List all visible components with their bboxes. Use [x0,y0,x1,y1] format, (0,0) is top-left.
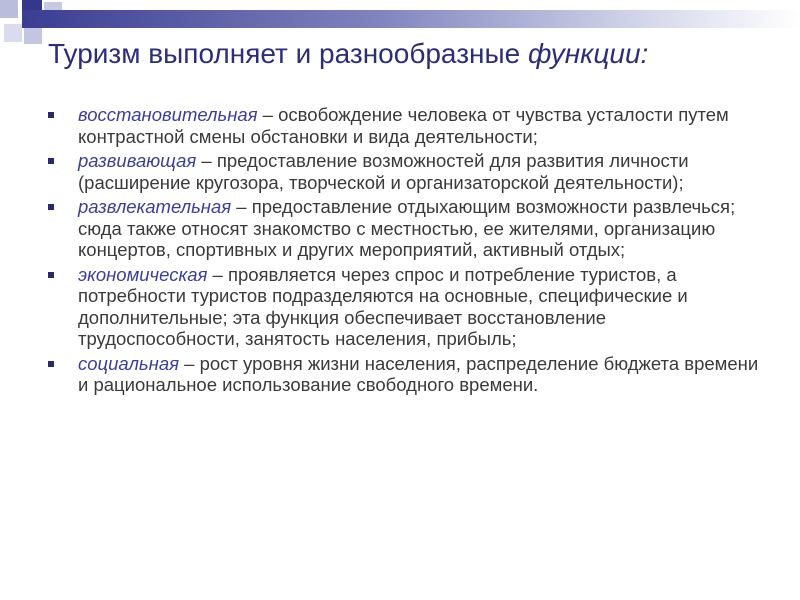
decor-square [24,26,42,44]
function-term: развивающая [78,150,197,171]
slide-title [48,38,648,70]
list-item [48,264,760,350]
bullet-square-icon [48,204,54,210]
decor-square [0,0,18,18]
title-emphasis: функции: [527,38,649,69]
function-description: – проявляется через спрос и потребление туристов, а потребности туристов подразделяются на основные, специфические и дополнительные; эта функция обеспечивает восстановление трудоспособности, занятость населения, прибыль; [78,263,688,349]
list-item [48,150,760,193]
functions-list [48,104,760,399]
bullet-square-icon [48,361,54,367]
function-term: социальная [78,352,180,374]
function-term: экономическая [78,263,208,285]
function-description: – освобождение человека от чувства усталости путем контрастной смены обстановки и вида деятельности; [78,104,729,147]
bullet-square-icon [48,158,54,164]
bullet-square-icon [48,272,54,278]
list-item [48,104,760,147]
decor-square [4,24,22,42]
list-item [48,196,760,261]
title-text: Туризм выполняет и разнообразные [48,38,528,69]
function-description: – предоставление отдыхающим возможности развлечься; сюда также относят знакомство с местностью, ее жителями, организацию концертов, спортивных и других мероприятий, активный отдых; [78,196,736,260]
function-term: развлекательная [78,196,232,217]
list-item [48,353,760,396]
header-gradient-bar [22,10,800,28]
function-description: – рост уровня жизни населения, распределение бюджета времени и рациональное использование свободного времени. [78,352,759,395]
function-term: восстановительная [78,104,258,125]
bullet-square-icon [48,112,54,118]
function-description: – предоставление возможностей для развития личности (расширение кругозора, творческой и организаторской деятельности); [78,150,689,193]
